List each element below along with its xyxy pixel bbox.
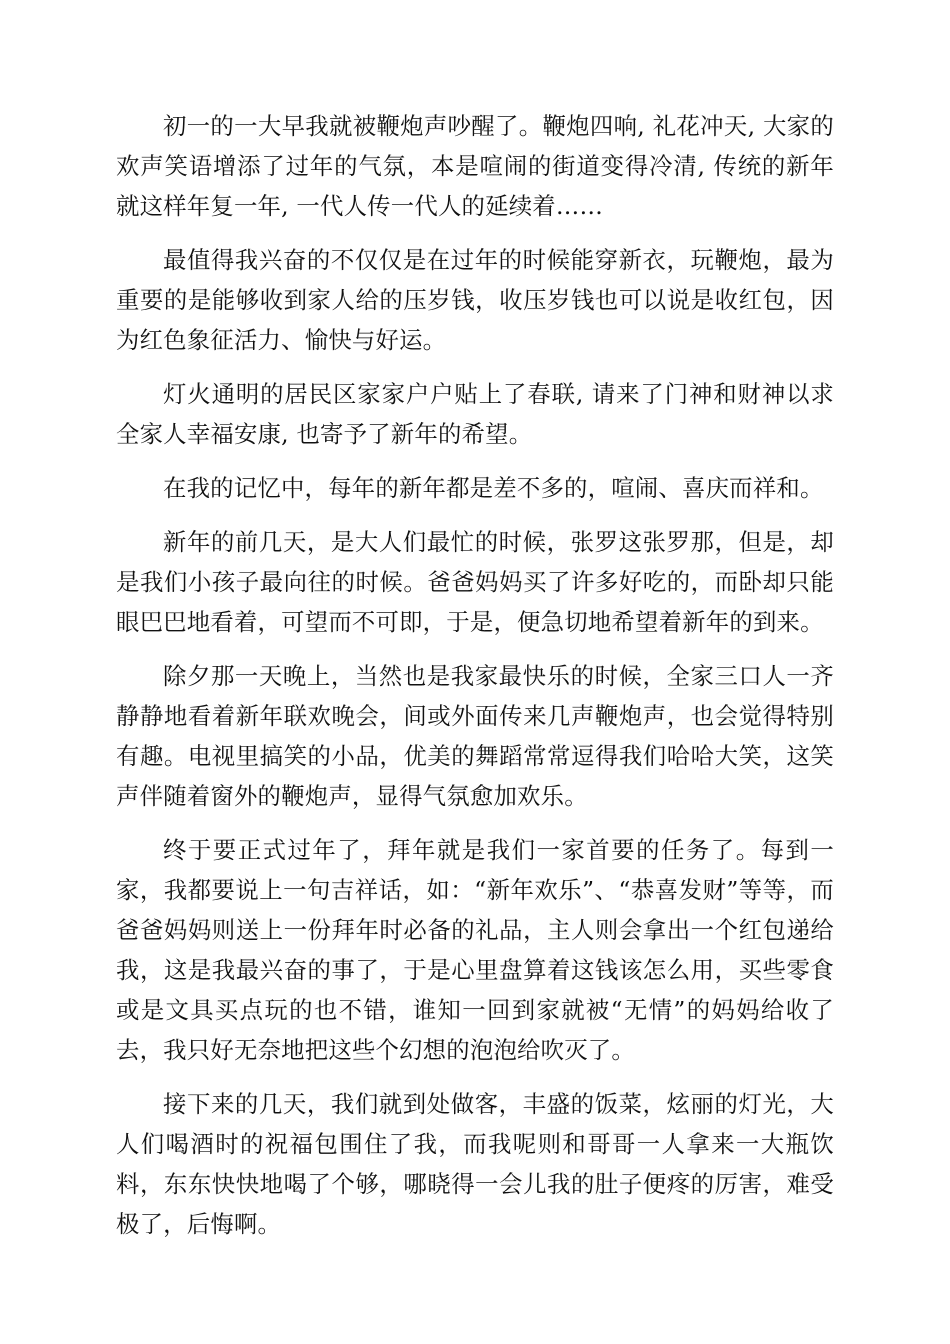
paragraph-2: 最值得我兴奋的不仅仅是在过年的时候能穿新衣，玩鞭炮，最为重要的是能够收到家人给的压岁钱，收压岁钱也可以说是收红包，因为红色象征活力、愉快与好运。	[116, 246, 834, 354]
paragraph-5: 新年的前几天，是大人们最忙的时候，张罗这张罗那，但是，却是我们小孩子最向往的时候。爸爸妈妈买了许多好吃的，而卧却只能眼巴巴地看着，可望而不可即，于是，便急切地希望着新年的到来。	[116, 528, 834, 636]
paragraph-6: 除夕那一天晚上，当然也是我家最快乐的时候，全家三口人一齐静静地看着新年联欢晚会，间或外面传来几声鞭炮声，也会觉得特别有趣。电视里搞笑的小品，优美的舞蹈常常逗得我们哈哈大笑，这笑声伴随着窗外的鞭炮声，显得气氛愈加欢乐。	[116, 662, 834, 810]
paragraph-7: 终于要正式过年了，拜年就是我们一家首要的任务了。每到一家，我都要说上一句吉祥话，如：“新年欢乐”、“恭喜发财”等等，而爸爸妈妈则送上一份拜年时必备的礼品，主人则会拿出一个红包递给我，这是我最兴奋的事了，于是心里盘算着这钱该怎么用，买些零食或是文具买点玩的也不错，谁知一回到家就被“无情”的妈妈给收了去，我只好无奈地把这些个幻想的泡泡给吹灭了。	[116, 836, 834, 1064]
paragraph-4: 在我的记忆中，每年的新年都是差不多的，喧闹、喜庆而祥和。	[163, 474, 824, 502]
document-page	[116, 106, 834, 1258]
paragraph-8: 接下来的几天，我们就到处做客，丰盛的饭菜，炫丽的灯光，大人们喝酒时的祝福包围住了我，而我呢则和哥哥一人拿来一大瓶饮料，东东快快地喝了个够，哪晓得一会儿我的肚子便疼的厉害，难受极了，后悔啊。	[116, 1090, 834, 1238]
paragraph-1: 初一的一大早我就被鞭炮声吵醒了。鞭炮四响, 礼花冲天, 大家的欢声笑语增添了过年的气氛，本是喧闹的街道变得冷清, 传统的新年就这样年复一年, 一代人传一代人的延续着……	[116, 112, 834, 220]
paragraph-3: 灯火通明的居民区家家户户贴上了春联, 请来了门神和财神以求全家人幸福安康, 也寄予了新年的希望。	[116, 380, 834, 448]
